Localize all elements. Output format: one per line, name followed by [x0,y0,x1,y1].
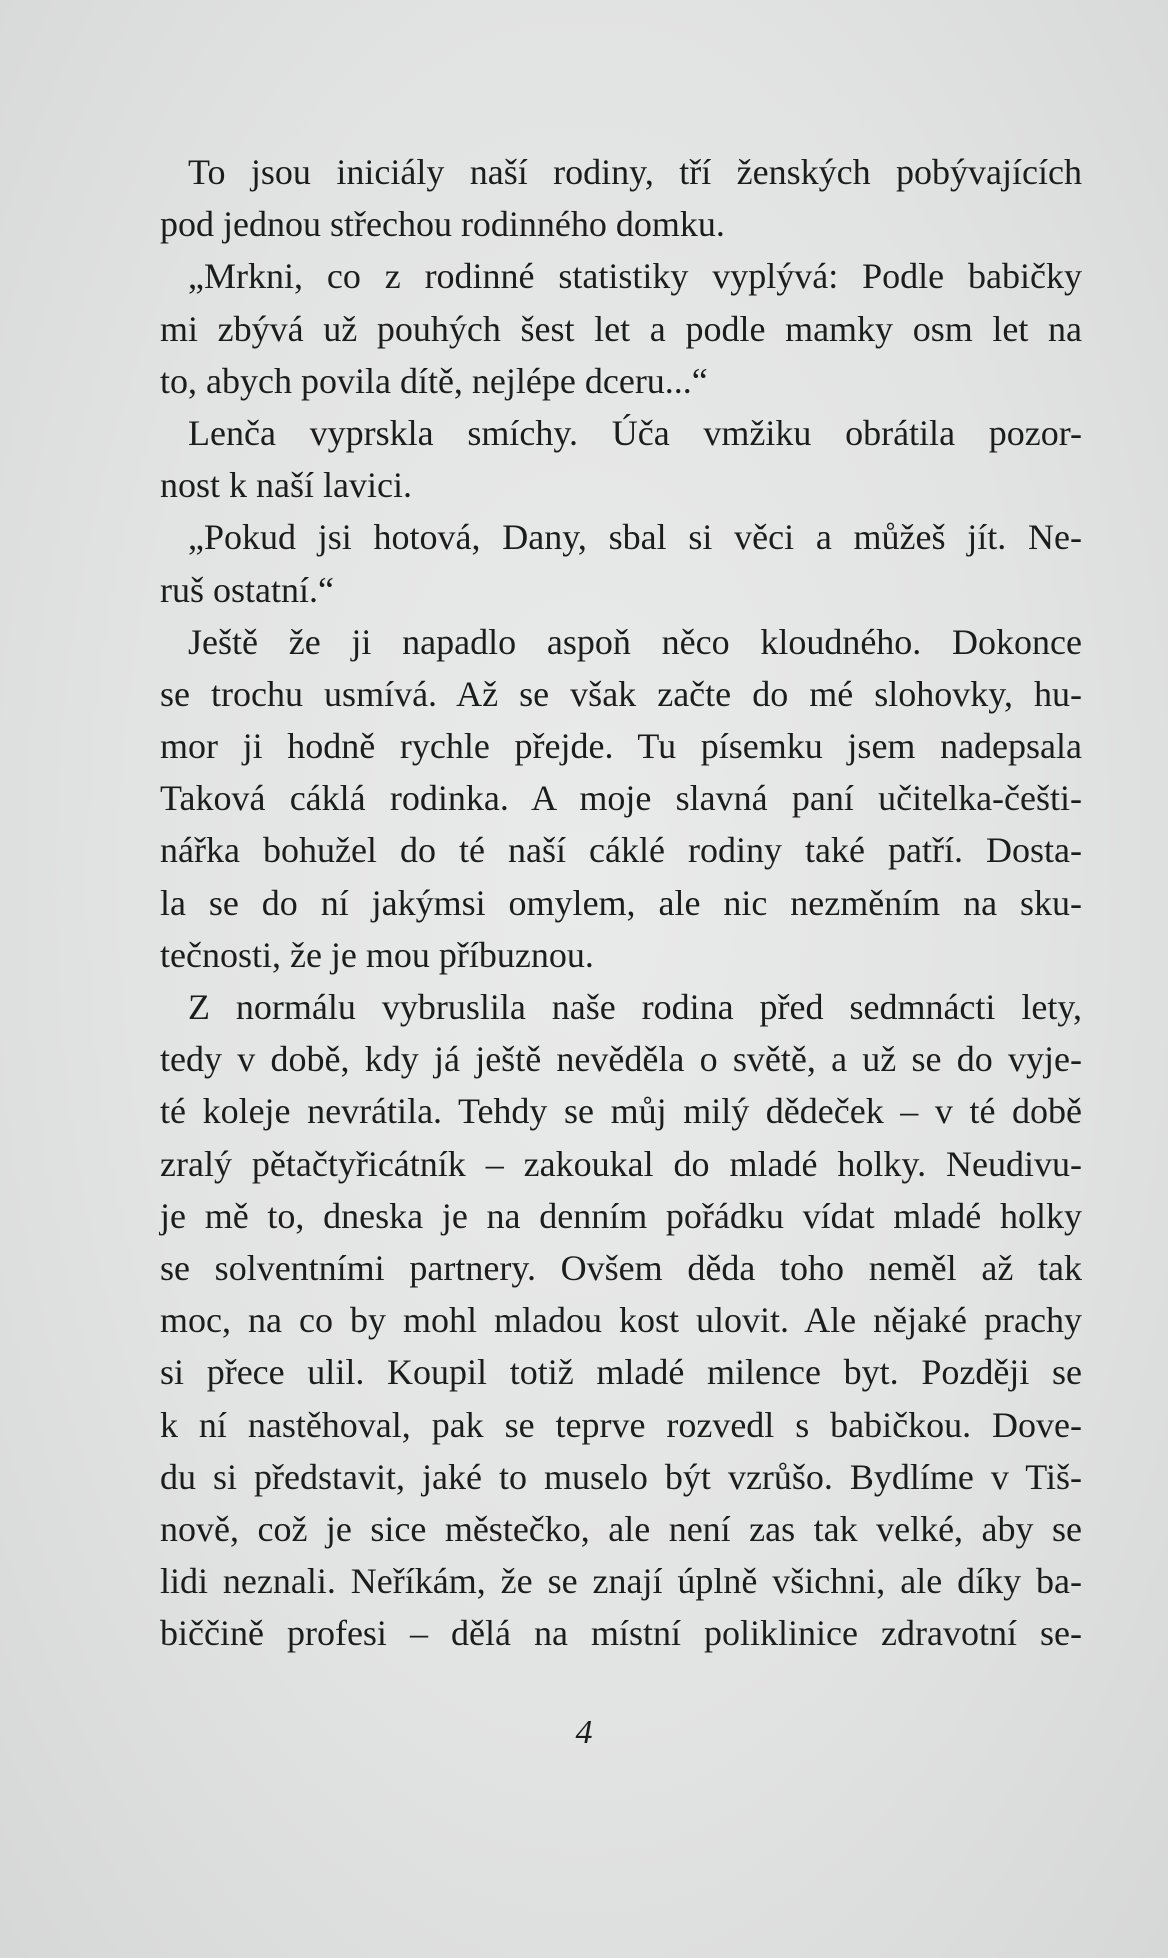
text-line: nost k naší lavici. [160,465,412,506]
text-line: tedy v době, kdy já ještě nevěděla o světě, a už se do vyje- [160,1039,1082,1080]
text-line: tečnosti, že je mou příbuznou. [160,934,594,975]
text-line: ruš ostatní.“ [160,569,334,610]
text-line: Ještě že ji napadlo aspoň něco kloudného. Dokonce [188,621,1082,662]
text-line: Lenča vyprskla smíchy. Úča vmžiku obrátila pozor- [188,412,1082,453]
text-line: Z normálu vybruslila naše rodina před sedmnácti lety, [188,987,1082,1027]
text-line: „Pokud jsi hotová, Dany, sbal si věci a můžeš jít. Ne- [188,517,1082,558]
text-line: nově, což je sice městečko, ale není zas tak velké, aby se [160,1508,1082,1549]
text-line: la se do ní jakýmsi omylem, ale nic nezměním na sku- [160,882,1082,923]
text-line: moc, na co by mohl mladou kost ulovit. Ale nějaké prachy [160,1300,1082,1341]
text-line: je mě to, dneska je na denním pořádku vídat mladé holky [160,1195,1082,1236]
text-line: biččině profesi – dělá na místní poliklinice zdravotní se- [160,1613,1082,1654]
text-line: to, abych povila dítě, nejlépe dceru...“ [160,360,708,401]
text-line: se solventními partnery. Ovšem děda toho neměl až tak [160,1247,1082,1288]
text-line: To jsou iniciály naší rodiny, tří ženských pobývajících [188,152,1082,192]
text-line: „Mrkni, co z rodinné statistiky vyplývá: Podle babičky [188,256,1082,297]
body-text [160,146,1082,1659]
text-line: té koleje nevrátila. Tehdy se můj milý dědeček – v té době [160,1091,1082,1132]
page-number: 4 [575,1714,593,1751]
text-line: mi zbývá už pouhých šest let a podle mamky osm let na [160,308,1082,349]
text-line: k ní nastěhoval, pak se teprve rozvedl s babičkou. Dove- [160,1404,1082,1445]
text-line: zralý pětačtyřicátník – zakoukal do mladé holky. Neudivu- [160,1143,1082,1184]
text-line: se trochu usmívá. Až se však začte do mé slohovky, hu- [160,673,1082,714]
text-line: du si představit, jaké to muselo být vzrůšo. Bydlíme v Tiš- [160,1456,1082,1497]
text-line: Taková cáklá rodinka. A moje slavná paní učitelka-češti- [160,778,1082,819]
text-line: pod jednou střechou rodinného domku. [160,204,725,245]
text-line: mor ji hodně rychle přejde. Tu písemku jsem nadepsala [160,726,1082,767]
text-line: lidi neznali. Neříkám, že se znají úplně všichni, ale díky ba- [160,1561,1082,1602]
text-line: nářka bohužel do té naší cáklé rodiny také patří. Dosta- [160,830,1082,871]
text-line: si přece ulil. Koupil totiž mladé milence byt. Později se [160,1352,1082,1393]
